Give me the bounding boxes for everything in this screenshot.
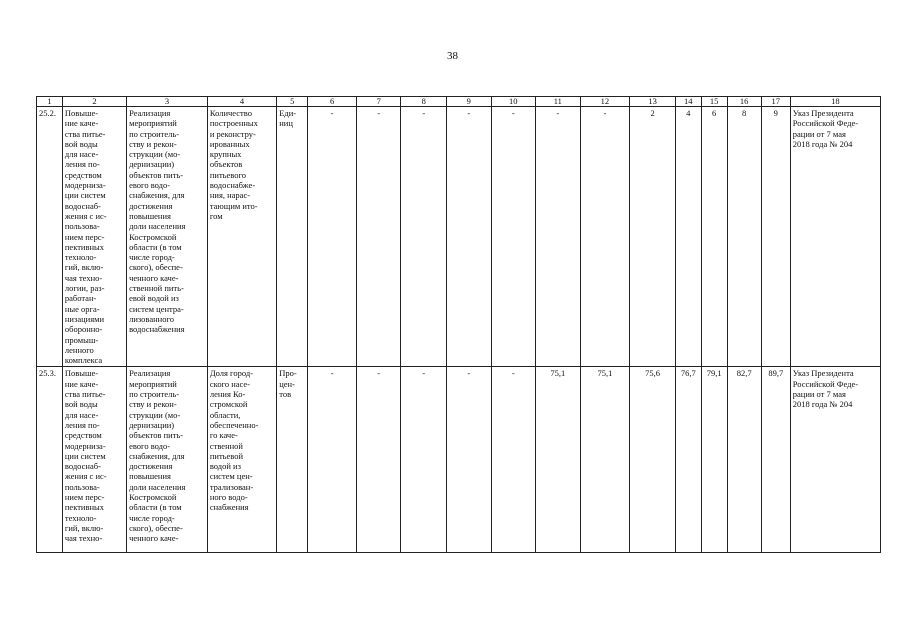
- value-cell: 9: [761, 107, 790, 367]
- basis-cell: Указ Президента Российской Феде- рации от 7 мая 2018 года № 204: [790, 107, 880, 367]
- measure-cell: Реализация мероприятий по строитель- ству и рекон- струкции (мо- дернизации) объектов пить- евого водо- снабжения, для достижения повышения доли населения Костромской области (в том числе город- ского), обеспе- ченного каче-: [129, 368, 186, 544]
- value-cell: -: [536, 107, 581, 367]
- column-header: 9: [447, 97, 492, 107]
- value-cell: 79,1: [701, 367, 727, 553]
- value-cell: -: [401, 107, 447, 367]
- row-number: 25.3.: [37, 367, 63, 553]
- table-row: [37, 107, 881, 367]
- value-cell: -: [308, 367, 357, 553]
- value-cell: 8: [727, 107, 761, 367]
- value-cell: -: [356, 367, 401, 553]
- value-cell: 82,7: [727, 367, 761, 553]
- value-cell: 6: [701, 107, 727, 367]
- unit-cell: Еди- ниц: [277, 107, 308, 367]
- column-header: 18: [790, 97, 880, 107]
- value-cell: 76,7: [675, 367, 701, 553]
- column-header: 14: [675, 97, 701, 107]
- column-header: 17: [761, 97, 790, 107]
- page-number: 38: [447, 50, 458, 62]
- value-cell: -: [308, 107, 357, 367]
- column-header: 6: [308, 97, 357, 107]
- indicator-cell: Повыше- ние каче- ства питье- вой воды для насе- ления по- средством модерниза- ции систем водоснаб- жения с ис- пользова- нием перс- пективных техноло- гий, вклю- чая техно- логии, раз- работан- ные орга- низациями оборонно- промыш- ленного комплекса: [62, 107, 126, 367]
- basis-cell: Указ Президента Российской Феде- рации от 7 мая 2018 года № 204: [790, 367, 880, 553]
- column-header: 7: [356, 97, 401, 107]
- value-cell: -: [447, 367, 492, 553]
- column-header: 11: [536, 97, 581, 107]
- value-cell: -: [580, 107, 630, 367]
- column-header: 13: [630, 97, 676, 107]
- value-cell: 2: [630, 107, 676, 367]
- measure-cell-wrap: [127, 367, 208, 553]
- indicator-cell-wrap: [62, 367, 126, 553]
- column-number-row: [37, 97, 881, 107]
- column-header: 2: [62, 97, 126, 107]
- column-header: 16: [727, 97, 761, 107]
- value-cell: -: [491, 367, 536, 553]
- indicator-name-cell: Количество построенных и реконстру- ированных крупных объектов питьевого водоснабже- ния, нарас- тающим ито- гом: [207, 107, 276, 367]
- column-header: 4: [207, 97, 276, 107]
- column-header: 8: [401, 97, 447, 107]
- value-cell: 89,7: [761, 367, 790, 553]
- value-cell: 75,1: [580, 367, 630, 553]
- value-cell: 4: [675, 107, 701, 367]
- column-header: 1: [37, 97, 63, 107]
- value-cell: 75,1: [536, 367, 581, 553]
- measure-cell: Реализация мероприятий по строитель- ству и рекон- струкции (мо- дернизации) объектов пить- евого водо- снабжения, для достижения повышения доли населения Костромской области (в том числе город- ского), обеспе- ченного каче- ственной пить- евой водой из систем центра- лизованного водоснабжения: [127, 107, 208, 367]
- column-header: 3: [127, 97, 208, 107]
- column-header: 5: [277, 97, 308, 107]
- indicator-name-cell: Доля город- ского насе- ления Ко- стромской области, обеспеченно- го каче- ственной питьевой водой из систем цен- трализован- ного водо- снабжения: [207, 367, 276, 553]
- column-header: 10: [491, 97, 536, 107]
- row-number: 25.2.: [37, 107, 63, 367]
- value-cell: -: [447, 107, 492, 367]
- indicators-table: [36, 96, 881, 553]
- column-header: 15: [701, 97, 727, 107]
- table-row: [37, 367, 881, 553]
- column-header: 12: [580, 97, 630, 107]
- value-cell: 75,6: [630, 367, 676, 553]
- value-cell: -: [401, 367, 447, 553]
- unit-cell: Про- цен- тов: [277, 367, 308, 553]
- value-cell: -: [356, 107, 401, 367]
- value-cell: -: [491, 107, 536, 367]
- indicator-cell: Повыше- ние каче- ства питье- вой воды для насе- ления по- средством модерниза- ции систем водоснаб- жения с ис- пользова- нием перс- пективных техноло- гий, вклю- чая техно-: [64, 368, 107, 544]
